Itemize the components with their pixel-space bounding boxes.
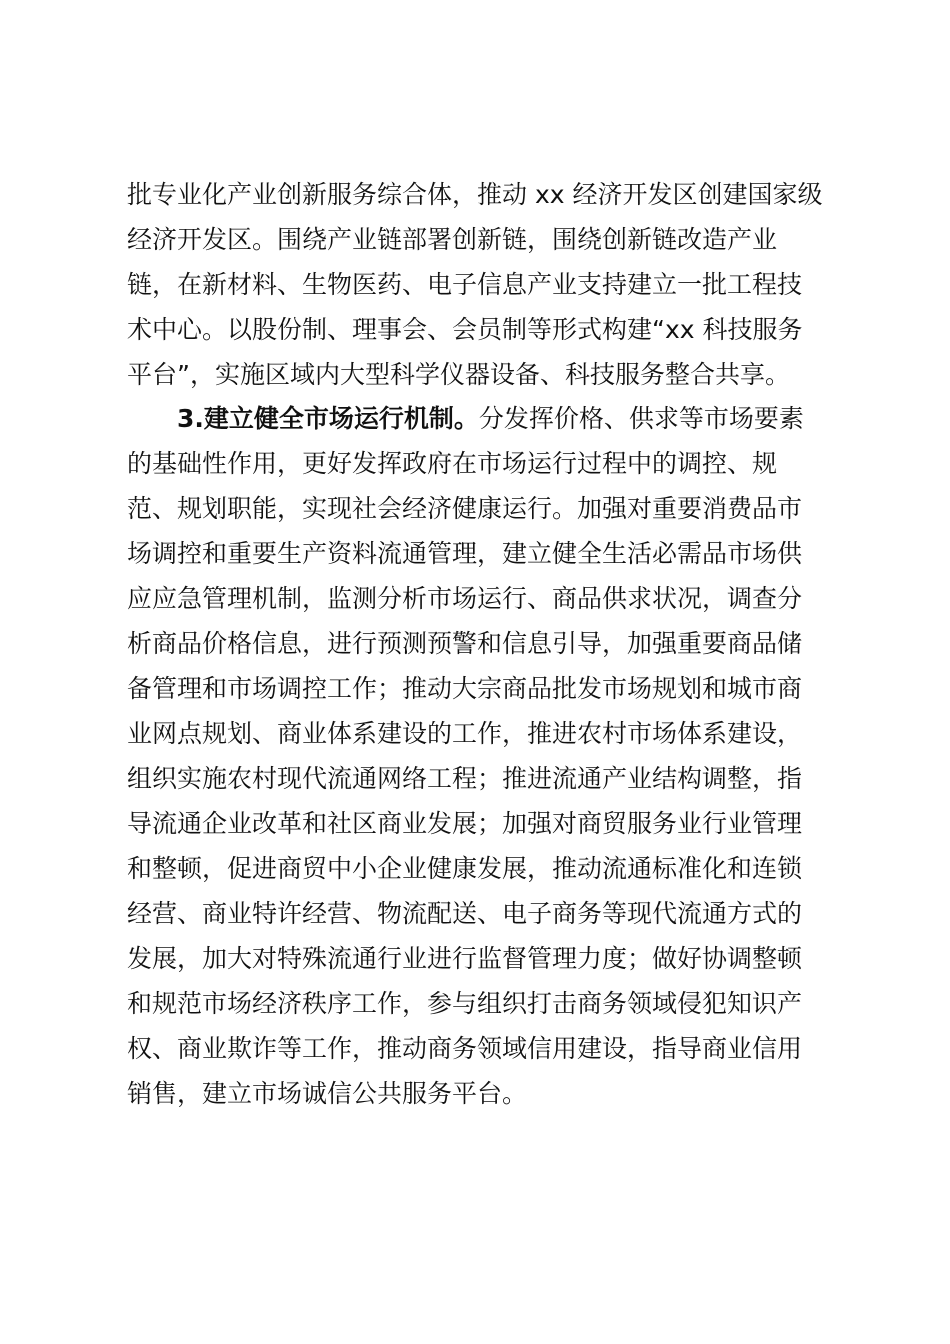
paragraph-2-line-5: 应应急管理机制，监测分析市场运行、商品供求状况，调查分: [127, 584, 803, 613]
paragraph-2-line-4: 场调控和重要生产资料流通管理，建立健全生活必需品市场供: [127, 539, 803, 568]
paragraph-1-line-5: 平台”，实施区域内大型科学仪器设备、科技服务整合共享。: [127, 360, 790, 389]
paragraph-1-line-2: 经济开发区。围绕产业链部署创新链，围绕创新链改造产业: [127, 225, 778, 254]
paragraph-2-line-3: 范、规划职能，实现社会经济健康运行。加强对重要消费品市: [127, 494, 803, 523]
paragraph-1-line-1: 批专业化产业创新服务综合体，推动 xx 经济开发区创建国家级: [127, 180, 823, 209]
paragraph-1-line-4: 术中心。以股份制、理事会、会员制等形式构建“xx 科技服务: [127, 315, 803, 344]
paragraph-2-line-16: 销售，建立市场诚信公共服务平台。: [127, 1079, 528, 1108]
paragraph-2-line-15: 权、商业欺诈等工作，推动商务领域信用建设，指导商业信用: [127, 1034, 803, 1063]
paragraph-2-first-line-text: 分发挥价格、供求等市场要素: [478, 404, 804, 433]
paragraph-2-line-2: 的基础性作用，更好发挥政府在市场运行过程中的调控、规: [127, 449, 778, 478]
paragraph-2-line-14: 和规范市场经济秩序工作，参与组织打击商务领域侵犯知识产: [127, 989, 803, 1018]
paragraph-2-line-8: 业网点规划、商业体系建设的工作，推进农村市场体系建设，: [127, 719, 803, 748]
paragraph-2-line-13: 发展，加大对特殊流通行业进行监督管理力度；做好协调整顿: [127, 944, 803, 973]
paragraph-2-line-11: 和整顿，促进商贸中小企业健康发展，推动流通标准化和连锁: [127, 854, 803, 883]
paragraph-2-line-7: 备管理和市场调控工作；推动大宗商品批发市场规划和城市商: [127, 674, 803, 703]
paragraph-2-line-6: 析商品价格信息，进行预测预警和信息引导，加强重要商品储: [127, 629, 803, 658]
paragraph-2-first-line: [177, 404, 804, 434]
paragraph-2-line-10: 导流通企业改革和社区商业发展；加强对商贸服务业行业管理: [127, 809, 803, 838]
paragraph-2-line-12: 经营、商业特许经营、物流配送、电子商务等现代流通方式的: [127, 899, 803, 928]
paragraph-2-line-9: 组织实施农村现代流通网络工程；推进流通产业结构调整，指: [127, 764, 803, 793]
paragraph-1-line-3: 链，在新材料、生物医药、电子信息产业支持建立一批工程技: [127, 270, 803, 299]
section-heading: 3.建立健全市场运行机制。: [177, 404, 479, 433]
